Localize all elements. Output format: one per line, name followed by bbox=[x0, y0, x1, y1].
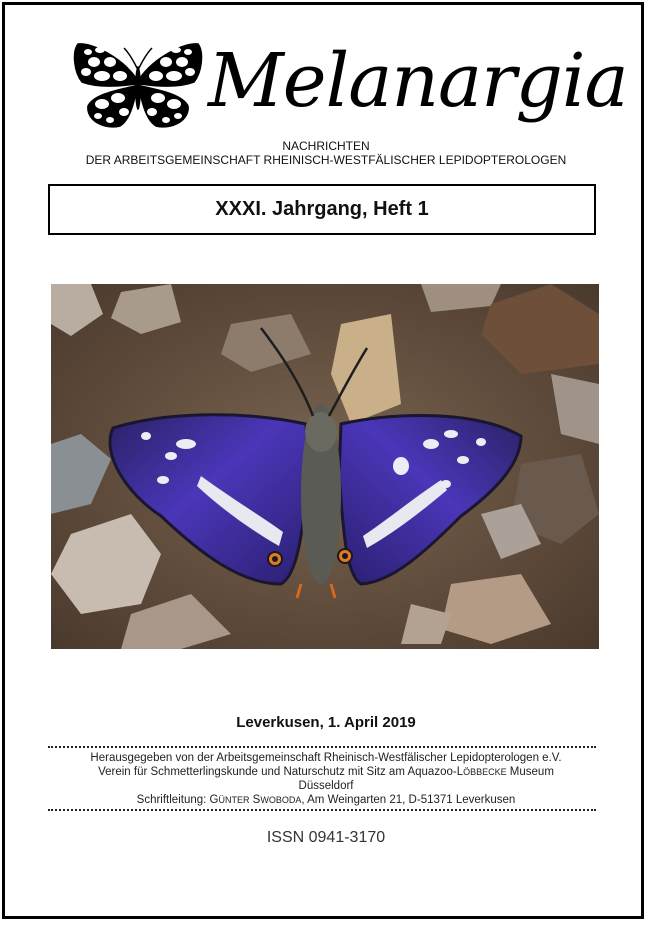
city-line: Düsseldorf bbox=[298, 780, 354, 792]
journal-title: Melanargia bbox=[208, 38, 628, 124]
publisher-line: Herausgegeben von der Arbeitsgemeinschaft Rheinisch-Westfälischer Lepidopterologen e.V. bbox=[90, 752, 562, 764]
divider-top bbox=[48, 746, 596, 748]
subtitle-line-2: DER ARBEITSGEMEINSCHAFT RHEINISCH-WESTFÄLISCHER LEPIDOPTEROLOGEN bbox=[85, 153, 567, 167]
divider-bottom bbox=[48, 809, 596, 811]
issue-label: XXXI. Jahrgang, Heft 1 bbox=[215, 198, 429, 220]
place-date: Leverkusen, 1. April 2019 bbox=[236, 714, 416, 731]
issue-label-box bbox=[48, 184, 596, 235]
purple-emperor-butterfly-image bbox=[51, 284, 599, 649]
marbled-white-butterfly-icon bbox=[72, 38, 204, 132]
cover-photo bbox=[51, 284, 599, 649]
association-line: Verein für Schmetterlingskunde und Naturschutz mit Sitz am Aquazoo-LÖBBECKE Museum bbox=[98, 766, 554, 778]
issn: ISSN 0941-3170 bbox=[266, 829, 386, 846]
subtitle-line-1: NACHRICHTEN bbox=[282, 139, 370, 153]
editor-line: Schriftleitung: GÜNTER SWOBODA, Am Weingarten 21, D-51371 Leverkusen bbox=[136, 794, 516, 806]
